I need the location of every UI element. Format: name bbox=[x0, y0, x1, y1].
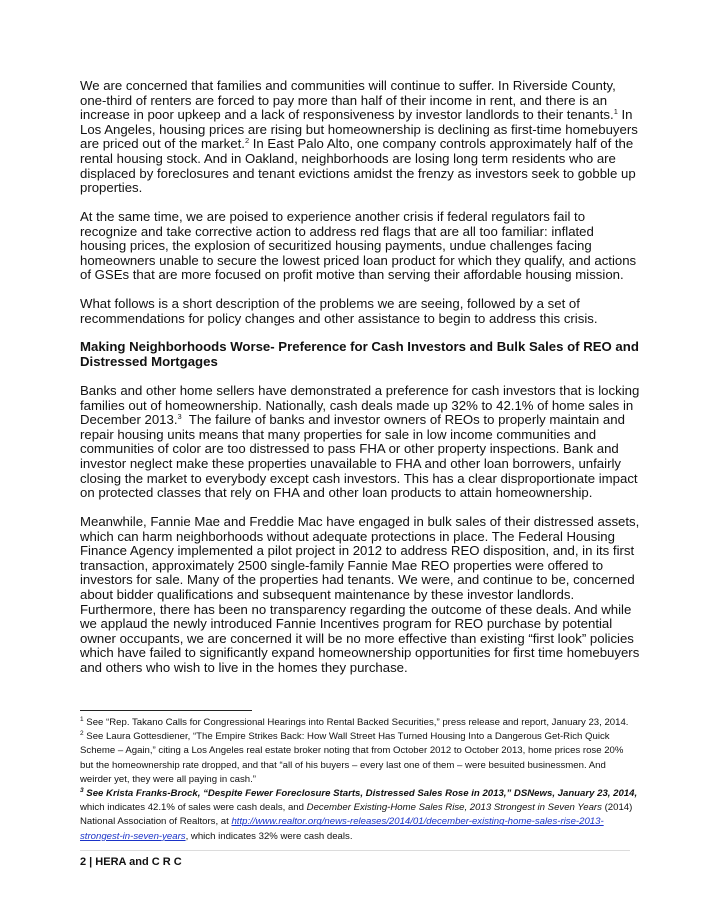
text-segment: which indicates 42.1% of sales were cash deals, and bbox=[80, 802, 307, 814]
text-line: rental housing stock. And in Oakland, neighborhoods are losing long term residents who are bbox=[80, 150, 616, 166]
footnote-3-line bbox=[80, 830, 640, 844]
section-heading bbox=[80, 340, 640, 369]
text-line: housing prices, the explosion of securitized housing payments, undue challenges facing bbox=[80, 238, 592, 254]
footnote-2-line: weirder yet, they were all paying in cash.” bbox=[80, 773, 256, 785]
footnote-3-line bbox=[80, 801, 640, 815]
text-segment: are priced out of the market. bbox=[80, 136, 245, 152]
text-line: on protected classes that rely on FHA and other loan products to attain homeownership. bbox=[80, 485, 593, 501]
page-footer: 2 | HERA and C R C bbox=[80, 856, 182, 868]
paragraph-bulk-sales bbox=[80, 515, 640, 676]
heading-line: Making Neighborhoods Worse- Preference for Cash Investors and Bulk Sales of REO and bbox=[80, 339, 639, 354]
footnote-number: 1 bbox=[80, 716, 84, 723]
footnote-number: 3 bbox=[80, 787, 84, 795]
text-line: one-third of renters are forced to pay more than half of their income in rent, and there is an bbox=[80, 92, 608, 108]
text-line: What follows is a short description of the problems we are seeing, followed by a set of bbox=[80, 296, 580, 311]
paragraph-summary bbox=[80, 297, 640, 326]
text-line: closing the market to everybody except cash investors. This has a clear disproportionate impact bbox=[80, 470, 638, 486]
footnote-text: See Laura Gottesdiener, “The Empire Strikes Back: How Wall Street Has Turned Housing Into a Dangerous Get-Rich Quick bbox=[83, 731, 610, 743]
realtor-link-continued[interactable]: strongest-in-seven-years bbox=[80, 830, 186, 842]
text-line bbox=[80, 108, 640, 123]
text-line: about bidder qualifications and subsequent maintenance by these investor landlords. bbox=[80, 586, 575, 602]
text-line: Los Angeles, housing prices are rising but homeownership is declining as first-time homebuyers bbox=[80, 121, 638, 137]
footnote-2-line: Scheme – Again,” citing a Los Angeles real estate broker noting that from October 2012 to October 2013, home prices rose 20% bbox=[80, 745, 624, 757]
text-line: We are concerned that families and communities will continue to suffer. In Riverside County, bbox=[80, 78, 616, 93]
text-line: families out of homeownership. Nationally, cash deals made up 32% to 42.1% of home sales in bbox=[80, 397, 634, 413]
footnote-text: See “Rep. Takano Calls for Congressional Hearings into Rental Backed Securities,” press release and report, January 23, 2014. bbox=[83, 717, 629, 728]
text-line: Meanwhile, Fannie Mae and Freddie Mac have engaged in bulk sales of their distressed assets, bbox=[80, 514, 640, 529]
text-line: we applaud the newly introduced Fannie Incentives program for REO purchase by potential bbox=[80, 616, 613, 632]
text-line: displaced by foreclosures and tenant evictions amidst the frenzy as investors seek to gobble up bbox=[80, 165, 636, 181]
text-segment: , which indicates 32% were cash deals. bbox=[185, 830, 353, 842]
footnote-1 bbox=[80, 716, 640, 730]
paragraph-riverside bbox=[80, 79, 640, 196]
footnote-number: 2 bbox=[80, 730, 84, 738]
text-segment: National Association of Realtors, at bbox=[80, 816, 232, 828]
text-segment: (2014) bbox=[601, 802, 633, 814]
text-line: owner occupants, we are concerned it will be no more effective than existing “first look” policies bbox=[80, 630, 634, 646]
footnote-2 bbox=[80, 730, 640, 744]
text-line bbox=[80, 413, 640, 428]
text-line: which can harm neighborhoods without adequate protections in place. The Federal Housing bbox=[80, 528, 615, 544]
text-segment: December 2013. bbox=[80, 412, 178, 428]
footnote-ref-1[interactable]: 1 bbox=[613, 107, 618, 117]
text-line: Furthermore, there has been no transparency regarding the outcome of these deals. And while bbox=[80, 601, 632, 617]
text-segment: In East Palo Alto, one company controls approximately half of the bbox=[249, 136, 634, 152]
footnote-separator bbox=[80, 710, 252, 711]
footnote-ref-2[interactable]: 2 bbox=[244, 136, 250, 146]
footnotes bbox=[80, 716, 640, 844]
text-line: properties. bbox=[80, 180, 143, 196]
realtor-link[interactable]: http://www.realtor.org/news-releases/2014/01/december-existing-home-sales-rise-2013- bbox=[231, 816, 604, 828]
footnote-3 bbox=[80, 787, 640, 801]
text-line: investor neglect make these properties unavailable to FHA and other loan borrowers, unfairly bbox=[80, 455, 621, 471]
text-line: At the same time, we are poised to experience another crisis if federal regulators fail to bbox=[80, 209, 586, 224]
text-segment: The failure of banks and investor owners of REOs to properly maintain and bbox=[181, 412, 625, 428]
text-line: recognize and take corrective action to address red flags that are all too familiar: inflated bbox=[80, 223, 594, 239]
text-line: Banks and other home sellers have demonstrated a preference for cash investors that is locking bbox=[80, 383, 640, 398]
footnote-3-line bbox=[80, 815, 640, 829]
text-line: Finance Agency implemented a pilot project in 2012 to address REO disposition, and, in its first bbox=[80, 543, 635, 559]
text-line: of GSEs that are more focused on profit motive than serving their affordable housing mission. bbox=[80, 267, 624, 283]
footnote-2-line: but the homeownership rate dropped, and that “all of his buyers – every last one of them – were besuited businessmen. And bbox=[80, 759, 606, 771]
text-line: recommendations for policy changes and other assistance to begin to address this crisis. bbox=[80, 310, 598, 326]
footnote-ref-3[interactable]: 3 bbox=[177, 412, 182, 422]
text-line: communities of color are too distressed to pass FHA or other property inspections. Bank and bbox=[80, 441, 619, 457]
text-segment: In bbox=[617, 107, 633, 123]
text-segment: increase in poor upkeep and a lack of responsiveness by investor landlords to their tenants. bbox=[80, 107, 614, 123]
footnote-text: See Krista Franks-Brock, “Despite Fewer Foreclosure Starts, Distressed Sales Rose in 2013,” DSNews, January 23, 2014, bbox=[83, 788, 638, 800]
text-line: repair housing units means that many properties for sale in low income communities and bbox=[80, 426, 597, 442]
heading-line: Distressed Mortgages bbox=[80, 353, 218, 369]
paragraph-crisis bbox=[80, 210, 640, 283]
paragraph-cash-investors bbox=[80, 384, 640, 501]
text-line: investors for sale. Many of the properties had tenants. We were, and continue to be, concerned bbox=[80, 572, 635, 588]
text-line: which have failed to significantly expand homeownership opportunities for first time homebuyers bbox=[80, 645, 640, 661]
text-line bbox=[80, 137, 640, 152]
text-line: transaction, approximately 2500 single-family Fannie Mae REO properties were offered to bbox=[80, 557, 604, 573]
footer-separator bbox=[80, 850, 630, 851]
text-line: homeowners unable to secure the lowest priced loan product for which they qualify, and actions bbox=[80, 252, 637, 268]
cited-title: December Existing-Home Sales Rise, 2013 Strongest in Seven Years bbox=[306, 802, 602, 814]
text-line: and others who wish to live in the homes they purchase. bbox=[80, 659, 408, 675]
